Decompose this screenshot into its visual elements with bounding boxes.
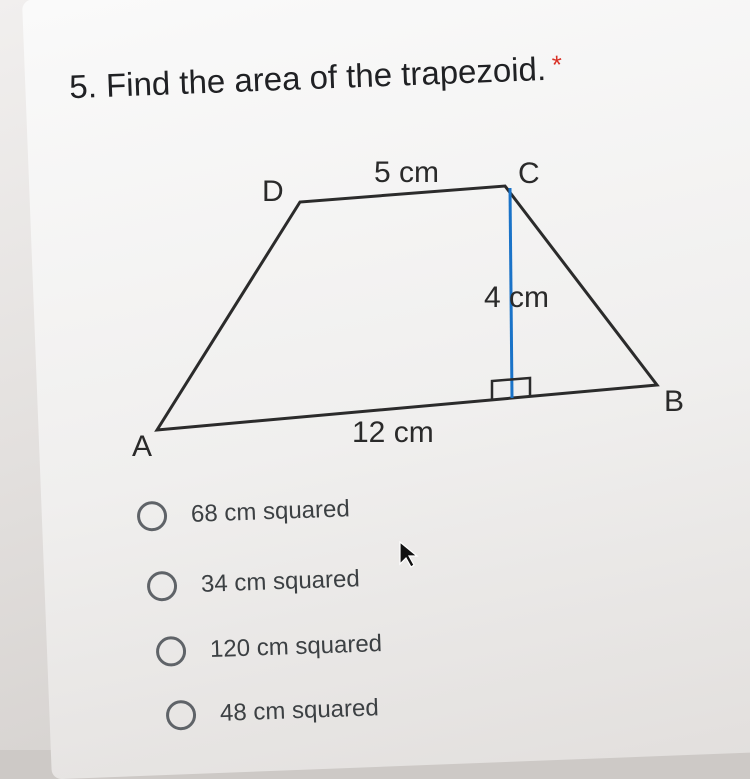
vertex-d-label: D xyxy=(262,175,284,208)
option-label: 34 cm squared xyxy=(200,565,361,598)
question-text: 5. Find the area of the trapezoid. xyxy=(68,49,547,106)
vertex-a-label: A xyxy=(132,430,153,463)
radio-button[interactable] xyxy=(156,636,187,667)
mouse-cursor-icon xyxy=(398,540,422,570)
top-side-label: 5 cm xyxy=(374,156,440,189)
required-marker: * xyxy=(551,49,563,80)
radio-button[interactable] xyxy=(166,700,197,731)
option-label: 120 cm squared xyxy=(209,630,383,664)
option-label: 48 cm squared xyxy=(219,694,380,727)
height-label: 4 cm xyxy=(484,281,550,314)
radio-button[interactable] xyxy=(147,571,178,602)
option-label: 68 cm squared xyxy=(190,495,351,528)
vertex-c-label: C xyxy=(518,157,540,190)
radio-button[interactable] xyxy=(137,501,168,532)
bottom-side-label: 12 cm xyxy=(352,416,434,449)
trapezoid-shape xyxy=(157,186,657,430)
vertex-b-label: B xyxy=(664,385,685,418)
